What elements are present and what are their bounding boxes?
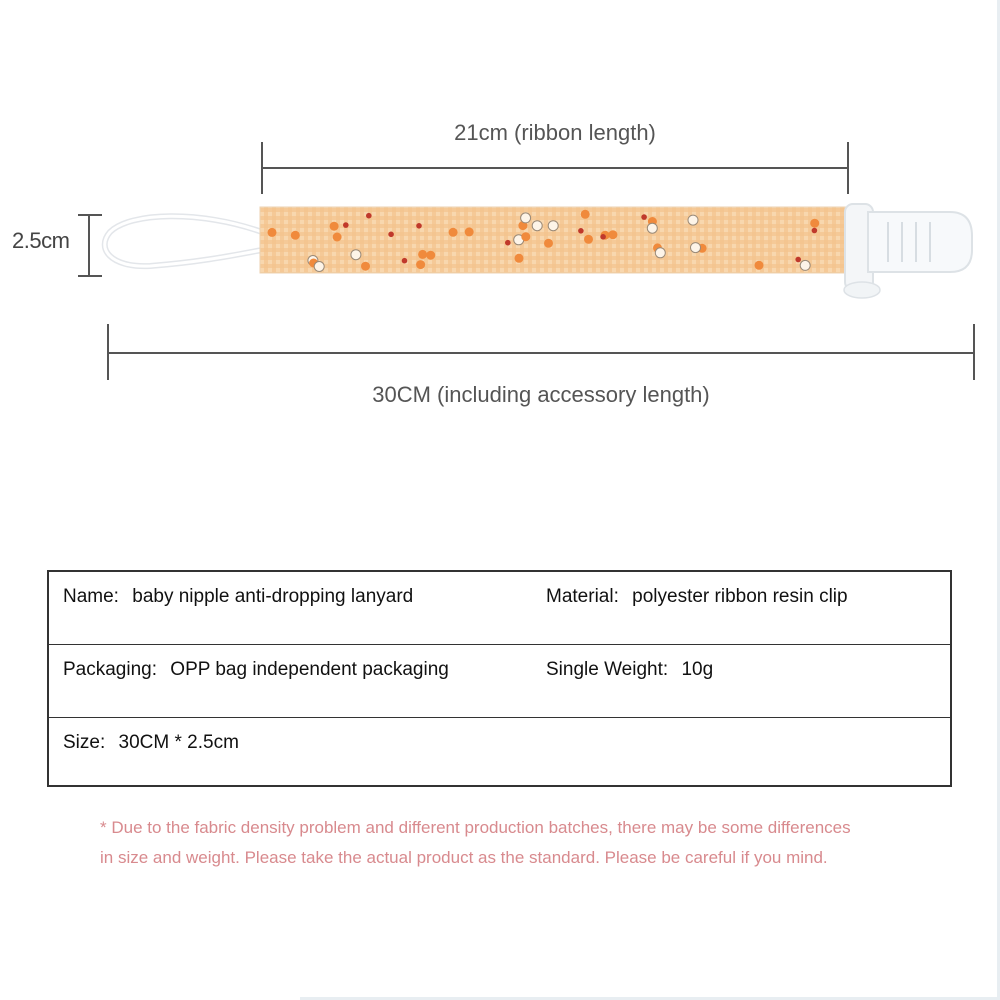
ribbon-length-line bbox=[262, 167, 848, 169]
ribbon-print-dot bbox=[812, 228, 818, 234]
ribbon-print-dot bbox=[351, 250, 361, 260]
ribbon-print-dot bbox=[505, 240, 511, 246]
width-label: 2.5cm bbox=[12, 228, 70, 253]
ribbon-print-dot bbox=[641, 214, 647, 220]
ribbon-print-dot bbox=[688, 215, 698, 225]
lanyard-illustration bbox=[0, 0, 1000, 320]
ribbon-body bbox=[260, 207, 850, 273]
ribbon-print-dot bbox=[426, 251, 435, 260]
width-tick-top bbox=[78, 214, 102, 216]
ribbon-print-dot bbox=[600, 234, 606, 240]
ribbon-print-dot bbox=[449, 228, 458, 237]
spec-material-value: polyester ribbon resin clip bbox=[632, 586, 848, 607]
spec-material-label: Material: bbox=[546, 586, 619, 607]
width-line bbox=[88, 214, 90, 276]
spec-size-label: Size: bbox=[63, 732, 106, 753]
spec-name-value: baby nipple anti-dropping lanyard bbox=[132, 586, 414, 607]
ribbon-print-dot bbox=[521, 232, 530, 241]
ribbon-print-dot bbox=[314, 262, 324, 272]
lanyard-loop bbox=[105, 216, 262, 266]
ribbon-print-dot bbox=[418, 250, 427, 259]
ribbon-print-dot bbox=[544, 239, 553, 248]
spec-empty-cell bbox=[532, 718, 951, 787]
ribbon-print-dot bbox=[416, 260, 425, 269]
ribbon-print-dot bbox=[647, 223, 657, 233]
ribbon-length-label: 21cm (ribbon length) bbox=[454, 120, 656, 145]
ribbon-print-dot bbox=[755, 261, 764, 270]
spec-weight-label: Single Weight: bbox=[546, 659, 669, 680]
spec-packaging-value: OPP bag independent packaging bbox=[170, 659, 449, 680]
spec-size-value: 30CM * 2.5cm bbox=[118, 732, 239, 753]
ribbon-print-dot bbox=[330, 222, 339, 231]
ribbon-print-dot bbox=[333, 233, 342, 242]
resin-clip bbox=[844, 204, 972, 298]
total-length-line bbox=[108, 352, 974, 354]
spec-row bbox=[48, 718, 951, 787]
ribbon-print-dot bbox=[465, 227, 474, 236]
ribbon-print-dot bbox=[532, 221, 542, 231]
ribbon-print-dot bbox=[601, 231, 610, 240]
spec-weight-cell bbox=[532, 645, 951, 718]
width-tick-bottom bbox=[78, 275, 102, 277]
ribbon-length-tick-right bbox=[847, 142, 849, 194]
ribbon-print-dot bbox=[810, 219, 819, 228]
ribbon-print-dot bbox=[578, 228, 584, 234]
ribbon-print bbox=[268, 210, 820, 272]
disclaimer-line-2: in size and weight. Please take the actual product as the standard. Please be careful if you mind. bbox=[100, 848, 828, 867]
ribbon-print-dot bbox=[366, 213, 372, 219]
ribbon-print-dot bbox=[584, 235, 593, 244]
ribbon-print-dot bbox=[581, 210, 590, 219]
spec-name-cell bbox=[48, 571, 532, 645]
ribbon-print-dot bbox=[519, 238, 525, 244]
spec-material-cell bbox=[532, 571, 951, 645]
spec-packaging-label: Packaging: bbox=[63, 659, 158, 680]
ribbon-print-dot bbox=[800, 260, 810, 270]
spec-packaging-cell bbox=[48, 645, 532, 718]
total-length-tick-right bbox=[973, 324, 975, 380]
ribbon-print-dot bbox=[388, 232, 394, 238]
ribbon-print-dot bbox=[691, 243, 701, 253]
ribbon-print-dot bbox=[648, 217, 657, 226]
ribbon-print-dot bbox=[653, 243, 662, 252]
ribbon-print-dot bbox=[548, 221, 558, 231]
ribbon-print-dot bbox=[518, 221, 527, 230]
spec-size-cell bbox=[48, 718, 532, 787]
spec-row bbox=[48, 571, 951, 645]
ribbon-print-dot bbox=[416, 223, 422, 229]
ribbon-print-dot bbox=[655, 248, 665, 258]
ribbon-print-dot bbox=[795, 257, 801, 263]
ribbon-print-dot bbox=[698, 244, 707, 253]
ribbon-print-dot bbox=[514, 235, 524, 245]
ribbon-print-dot bbox=[521, 213, 531, 223]
disclaimer-line-1: * Due to the fabric density problem and different production batches, there may be some differences bbox=[100, 818, 851, 837]
spec-name-label: Name: bbox=[63, 586, 119, 607]
ribbon-print-dot bbox=[309, 259, 318, 268]
ribbon-print-dot bbox=[291, 231, 300, 240]
ribbon-length-tick-left bbox=[261, 142, 263, 194]
ribbon-print-dot bbox=[361, 262, 370, 271]
ribbon-print-dot bbox=[608, 230, 617, 239]
ribbon-print-dot bbox=[515, 254, 524, 263]
spec-weight-value: 10g bbox=[681, 659, 714, 680]
spec-table bbox=[47, 570, 952, 787]
spec-row bbox=[48, 645, 951, 718]
ribbon-print-dot bbox=[268, 228, 277, 237]
ribbon-print-dot bbox=[402, 258, 408, 264]
ribbon-print-dot bbox=[308, 256, 318, 266]
total-length-label: 30CM (including accessory length) bbox=[372, 382, 710, 407]
ribbon-print-dot bbox=[343, 222, 349, 228]
total-length-tick-left bbox=[107, 324, 109, 380]
